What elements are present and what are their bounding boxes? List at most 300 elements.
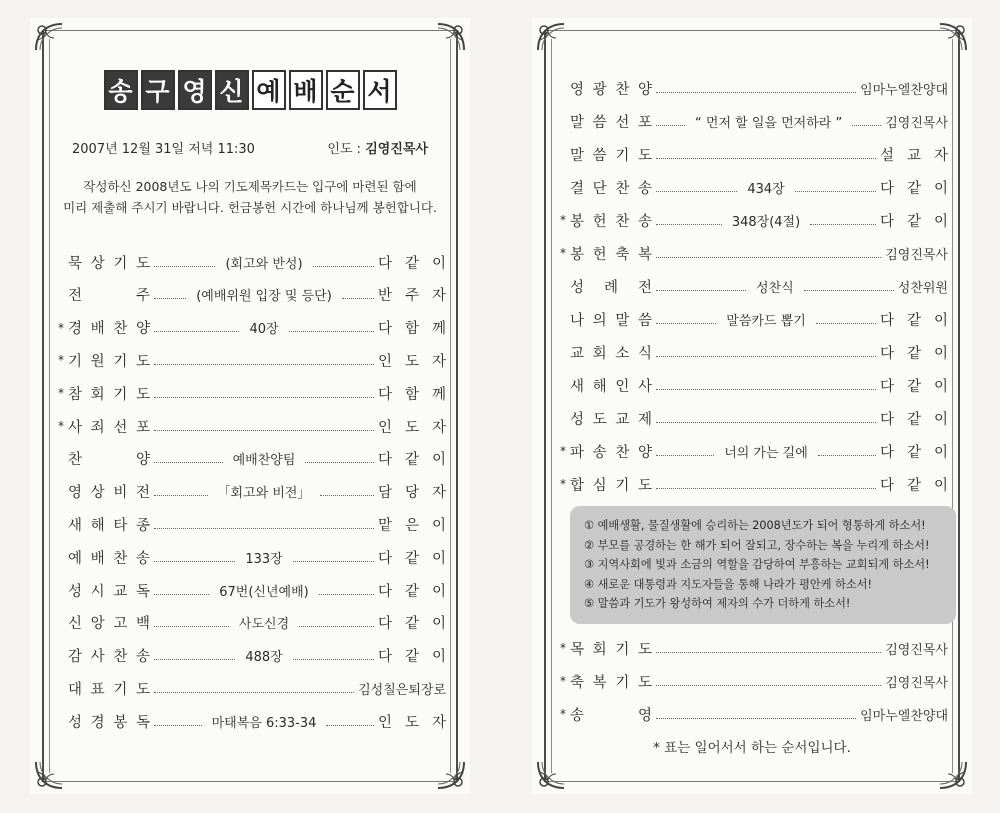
order-item xyxy=(54,348,446,372)
char: 말 xyxy=(615,312,630,329)
order-item-name xyxy=(68,416,150,437)
footnote: * 표는 일어서서 하는 순서입니다. xyxy=(653,740,851,756)
order-item-person: 김영진목사 xyxy=(885,115,949,131)
char: 자 xyxy=(431,714,446,731)
char: 같 xyxy=(404,649,419,666)
char: 식 xyxy=(637,345,652,362)
char: 자 xyxy=(933,147,948,164)
char: 교 xyxy=(906,147,921,164)
char: 교 xyxy=(113,583,128,600)
ornament-icon xyxy=(32,20,66,54)
char: 성 xyxy=(570,411,585,428)
order-item-person: 김영진목사 xyxy=(885,675,948,691)
dot-leader xyxy=(154,561,235,562)
service-leader xyxy=(327,138,428,157)
order-item-name xyxy=(570,342,652,363)
char: 례 xyxy=(603,279,618,296)
dot-leader xyxy=(326,725,374,726)
char: 맡 xyxy=(378,517,393,534)
order-item xyxy=(556,439,948,463)
char: 봉 xyxy=(113,714,128,731)
char: 이 xyxy=(933,477,948,494)
char: 자 xyxy=(431,485,446,502)
order-item-detail: 67번(신년예배) xyxy=(219,584,309,600)
order-item-person xyxy=(378,514,446,535)
order-item-person xyxy=(880,342,948,363)
char: 같 xyxy=(405,255,420,272)
order-item xyxy=(54,283,446,307)
char: 양 xyxy=(135,452,150,469)
char: 영 xyxy=(68,485,83,502)
order-item-name xyxy=(68,252,150,273)
order-item xyxy=(54,611,446,635)
char: 담 xyxy=(378,485,393,502)
order-item-person xyxy=(378,383,446,404)
char: 앙 xyxy=(90,616,105,633)
char: 해 xyxy=(592,378,607,395)
order-item-name xyxy=(68,711,150,732)
char: 심 xyxy=(592,477,607,494)
order-item-name xyxy=(68,547,150,568)
char: 교 xyxy=(615,411,630,428)
char: 영 xyxy=(570,81,585,98)
order-item-person xyxy=(378,645,446,666)
dot-leader xyxy=(154,462,223,463)
char: 도 xyxy=(405,714,420,731)
order-item-name xyxy=(570,638,652,659)
order-item xyxy=(54,578,446,602)
order-item-person xyxy=(378,252,446,273)
order-item-person: 임마누엘찬양대 xyxy=(860,708,948,724)
order-item xyxy=(54,512,446,536)
dot-leader xyxy=(852,125,881,126)
ornament-icon xyxy=(936,758,970,792)
char: 송 xyxy=(570,707,585,724)
char: 기 xyxy=(68,353,83,370)
char: 이 xyxy=(431,550,446,567)
dot-leader xyxy=(154,430,374,431)
order-item-name xyxy=(570,408,652,429)
prayer-topic: ① 예배생활, 물질생활에 승리하는 2008년도가 되어 형통하게 하소서! xyxy=(584,519,926,532)
char: 다 xyxy=(880,444,895,461)
char: 이 xyxy=(431,583,446,600)
char: 봉 xyxy=(570,213,585,230)
order-item-detail: 예배찬양팀 xyxy=(232,453,296,469)
title-char: 배 xyxy=(289,70,323,110)
char: 양 xyxy=(637,81,652,98)
order-item xyxy=(556,175,948,199)
order-item-detail: 성찬식 xyxy=(756,280,794,296)
title-char: 예 xyxy=(252,70,286,110)
dot-leader xyxy=(154,692,354,693)
char: 기 xyxy=(113,681,128,698)
char: 독 xyxy=(135,583,150,600)
char: 이 xyxy=(933,378,948,395)
dot-leader xyxy=(154,298,186,299)
char: 같 xyxy=(405,452,420,469)
ornament-icon xyxy=(434,20,468,54)
order-item-name xyxy=(68,678,150,699)
dot-leader xyxy=(342,298,374,299)
char: 이 xyxy=(933,312,948,329)
order-item-person xyxy=(880,210,948,231)
dot-leader xyxy=(656,323,716,324)
order-item xyxy=(54,709,446,733)
char: 포 xyxy=(135,419,150,436)
char: 회 xyxy=(592,641,607,658)
order-item xyxy=(556,340,948,364)
order-item-person xyxy=(880,375,948,396)
order-item-detail: 348장(4절) xyxy=(731,214,801,230)
order-item xyxy=(556,142,948,166)
dot-leader xyxy=(656,224,722,225)
char: 찬 xyxy=(615,213,630,230)
char: 고 xyxy=(113,616,128,633)
char: 같 xyxy=(906,180,921,197)
char: 축 xyxy=(615,246,630,263)
char: 다 xyxy=(378,616,393,633)
char: 도 xyxy=(135,681,150,698)
dot-leader xyxy=(154,397,374,398)
dot-leader xyxy=(656,488,876,489)
stand-marker: * xyxy=(560,707,566,721)
char: 씀 xyxy=(592,147,607,164)
char: 찬 xyxy=(113,649,128,666)
char: 이 xyxy=(933,213,948,230)
char: 시 xyxy=(90,583,105,600)
order-item-person xyxy=(880,144,948,165)
order-item-person xyxy=(880,474,948,495)
char: 찬 xyxy=(615,81,630,98)
order-item xyxy=(54,480,446,504)
char: 제 xyxy=(637,411,652,428)
char: 반 xyxy=(378,288,393,305)
char: 함 xyxy=(404,386,419,403)
dot-leader xyxy=(319,594,374,595)
char: 도 xyxy=(404,419,419,436)
order-item-name xyxy=(68,383,150,404)
char: 양 xyxy=(135,321,150,338)
order-item-name xyxy=(68,580,150,601)
dot-leader xyxy=(804,290,894,291)
char: 원 xyxy=(90,353,105,370)
order-item-person xyxy=(880,441,948,462)
dot-leader xyxy=(313,266,374,267)
order-item-detail: 마태복음 6:33-34 xyxy=(211,715,317,731)
dot-leader xyxy=(320,495,374,496)
dot-leader xyxy=(656,718,856,719)
dot-leader xyxy=(795,191,876,192)
char: 송 xyxy=(135,649,150,666)
dot-leader xyxy=(154,528,374,529)
title-char: 신 xyxy=(215,70,249,110)
char: 도 xyxy=(135,386,150,403)
dot-leader xyxy=(293,659,374,660)
stand-marker: * xyxy=(58,386,64,401)
dot-leader xyxy=(154,266,215,267)
order-item-name xyxy=(570,243,652,264)
prayer-topic: ② 부모를 공경하는 한 해가 되어 잘되고, 장수하는 복을 누리게 하소서! xyxy=(584,538,930,552)
char: 찬 xyxy=(68,452,83,469)
title-char: 구 xyxy=(141,70,175,110)
order-item-person: 김성칠은퇴장로 xyxy=(358,682,446,698)
stand-marker: * xyxy=(560,444,566,458)
dot-leader xyxy=(816,323,876,324)
left-page xyxy=(30,18,470,794)
order-item-detail: 「회고와 비전」 xyxy=(217,486,311,502)
order-item-person xyxy=(378,448,446,469)
char: 같 xyxy=(906,213,921,230)
ornament-icon xyxy=(32,758,66,792)
order-item-person xyxy=(378,711,446,732)
char: 같 xyxy=(906,345,921,362)
dot-leader xyxy=(656,389,876,390)
order-item-name xyxy=(68,284,150,305)
char: 설 xyxy=(880,147,895,164)
char: 독 xyxy=(135,714,150,731)
ornament-icon xyxy=(534,758,568,792)
char: 회 xyxy=(90,386,105,403)
char: 해 xyxy=(90,517,105,534)
leader-label: 인도 : xyxy=(327,142,362,157)
char: 다 xyxy=(378,550,393,567)
order-item xyxy=(556,307,948,331)
char: 성 xyxy=(68,714,83,731)
char: 다 xyxy=(880,477,895,494)
order-item-person xyxy=(880,309,948,330)
order-item-person xyxy=(378,350,446,371)
char: 다 xyxy=(880,345,895,362)
char: 송 xyxy=(135,550,150,567)
char: 송 xyxy=(637,213,652,230)
char: 같 xyxy=(906,477,921,494)
order-item xyxy=(54,414,446,438)
char: 께 xyxy=(431,321,446,338)
char: 같 xyxy=(404,550,419,567)
order-item xyxy=(54,676,446,700)
order-item-name xyxy=(570,309,652,330)
char: 주 xyxy=(405,288,420,305)
dot-leader xyxy=(656,685,881,686)
char: 양 xyxy=(637,444,652,461)
char: 같 xyxy=(906,378,921,395)
char: 합 xyxy=(570,477,585,494)
char: 이 xyxy=(933,345,948,362)
char: 이 xyxy=(431,616,446,633)
order-item xyxy=(54,545,446,569)
char: 이 xyxy=(431,452,446,469)
prayer-topic: ④ 새로운 대통령과 지도자들을 통해 나라가 평안케 하소서! xyxy=(584,577,872,591)
char: 이 xyxy=(933,444,948,461)
order-item-person: 김영진목사 xyxy=(885,247,948,263)
char: 헌 xyxy=(592,246,607,263)
order-item-person xyxy=(378,580,446,601)
order-item-name xyxy=(570,704,652,725)
char: 소 xyxy=(615,345,630,362)
char: 배 xyxy=(90,321,105,338)
order-item-person xyxy=(378,481,446,502)
char: 송 xyxy=(592,444,607,461)
char: 사 xyxy=(90,649,105,666)
char: 이 xyxy=(431,649,446,666)
order-item-person xyxy=(880,408,948,429)
char: 복 xyxy=(592,674,607,691)
char: 인 xyxy=(378,714,393,731)
order-item-person: 성찬위원 xyxy=(897,280,949,296)
title-char: 송 xyxy=(104,70,138,110)
char: 도 xyxy=(135,255,150,272)
order-item-detail: 434장 xyxy=(747,181,785,197)
char: 같 xyxy=(405,583,420,600)
dot-leader xyxy=(154,725,202,726)
title-char: 영 xyxy=(178,70,212,110)
order-item-detail: 너의 가는 길에 xyxy=(724,445,808,461)
dot-leader xyxy=(154,594,209,595)
service-date: 2007년 12월 31일 저녁 11:30 xyxy=(72,142,255,157)
char: 이 xyxy=(933,411,948,428)
order-item-person: 김영진목사 xyxy=(885,642,948,658)
service-info xyxy=(72,138,428,157)
char: 전 xyxy=(637,279,652,296)
order-item-person xyxy=(378,547,446,568)
stand-marker: * xyxy=(58,419,64,433)
char: 복 xyxy=(637,246,652,263)
char: 기 xyxy=(113,386,128,403)
char: 다 xyxy=(378,649,393,666)
order-item-name xyxy=(570,671,652,692)
char: 전 xyxy=(68,288,83,305)
char: 선 xyxy=(615,114,630,131)
order-item-detail: 말씀카드 뽑기 xyxy=(726,313,806,329)
order-item xyxy=(54,381,446,405)
order-item-person xyxy=(378,612,446,633)
dot-leader xyxy=(293,561,374,562)
char: 배 xyxy=(90,550,105,567)
char: 말 xyxy=(570,147,585,164)
order-item-name xyxy=(570,375,652,396)
char: 다 xyxy=(880,213,895,230)
char: 경 xyxy=(90,714,105,731)
title-char: 순 xyxy=(326,70,360,110)
char: 다 xyxy=(378,386,393,403)
char: 은 xyxy=(404,517,419,534)
order-item xyxy=(556,702,948,726)
char: 같 xyxy=(906,411,921,428)
char: 도 xyxy=(637,147,652,164)
char: 도 xyxy=(404,353,419,370)
char: 표 xyxy=(90,681,105,698)
char: 봉 xyxy=(570,246,585,263)
dot-leader xyxy=(154,331,239,332)
char: 도 xyxy=(637,477,652,494)
order-item-person: 임마누엘찬양대 xyxy=(860,82,948,98)
char: 대 xyxy=(68,681,83,698)
dot-leader xyxy=(656,125,685,126)
char: 참 xyxy=(68,386,83,403)
char: 다 xyxy=(378,583,393,600)
order-item-name xyxy=(68,350,150,371)
char: 인 xyxy=(378,353,393,370)
char: 씀 xyxy=(637,312,652,329)
char: 다 xyxy=(880,180,895,197)
char: 찬 xyxy=(113,550,128,567)
right-page xyxy=(532,18,972,794)
order-item-name xyxy=(570,177,652,198)
ornament-icon xyxy=(936,20,970,54)
order-item-detail: 40장 xyxy=(249,322,279,338)
char: 다 xyxy=(880,378,895,395)
char: 상 xyxy=(90,485,105,502)
order-item-person xyxy=(378,416,446,437)
char: 헌 xyxy=(592,213,607,230)
order-item-name xyxy=(68,645,150,666)
char: 자 xyxy=(431,353,446,370)
dot-leader xyxy=(305,462,374,463)
order-item-person xyxy=(880,177,948,198)
title-char: 서 xyxy=(363,70,397,110)
char: 이 xyxy=(933,180,948,197)
char: 사 xyxy=(637,378,652,395)
char: 말 xyxy=(570,114,585,131)
char: 광 xyxy=(592,81,607,98)
dot-leader xyxy=(299,626,374,627)
char: 도 xyxy=(592,411,607,428)
char: 나 xyxy=(570,312,585,329)
notice-line: 작성하신 2008년도 나의 기도제목카드는 입구에 마련된 함에 xyxy=(83,179,417,194)
char: 같 xyxy=(907,312,922,329)
char: 단 xyxy=(592,180,607,197)
char: 성 xyxy=(68,583,83,600)
notice-line: 미리 제출해 주시기 바랍니다. 헌금봉헌 시간에 하나님께 봉헌합니다. xyxy=(63,200,437,215)
char: 선 xyxy=(113,419,128,436)
order-item-name xyxy=(570,276,652,297)
char: 종 xyxy=(135,517,150,534)
order-item-name xyxy=(570,441,652,462)
char: 기 xyxy=(615,641,630,658)
dot-leader xyxy=(289,331,374,332)
char: 예 xyxy=(68,550,83,567)
dot-leader xyxy=(656,455,714,456)
order-item-name xyxy=(68,448,150,469)
char: 타 xyxy=(113,517,128,534)
char: 다 xyxy=(378,452,393,469)
stand-marker: * xyxy=(58,353,64,368)
char: 자 xyxy=(431,419,446,436)
order-item-person xyxy=(378,317,446,338)
char: 사 xyxy=(68,419,83,436)
prayer-topic: ⑤ 말씀과 기도가 왕성하여 제자의 수가 더하게 하소서! xyxy=(584,597,851,611)
char: 함 xyxy=(405,321,420,338)
char: 신 xyxy=(68,616,83,633)
order-item-detail: (회고와 반성) xyxy=(225,256,303,272)
char: 묵 xyxy=(68,255,83,272)
char: 기 xyxy=(615,674,630,691)
dot-leader xyxy=(656,257,881,258)
char: 파 xyxy=(570,444,585,461)
char: 전 xyxy=(135,485,150,502)
char: 교 xyxy=(570,345,585,362)
order-item-name xyxy=(68,481,150,502)
char: 성 xyxy=(570,279,585,296)
dot-leader xyxy=(656,356,876,357)
order-item-name xyxy=(68,317,150,338)
char: 이 xyxy=(431,517,446,534)
char: 목 xyxy=(570,641,585,658)
char: 기 xyxy=(113,353,128,370)
order-item-name xyxy=(570,144,652,165)
dot-leader xyxy=(154,626,229,627)
char: 이 xyxy=(431,255,446,272)
